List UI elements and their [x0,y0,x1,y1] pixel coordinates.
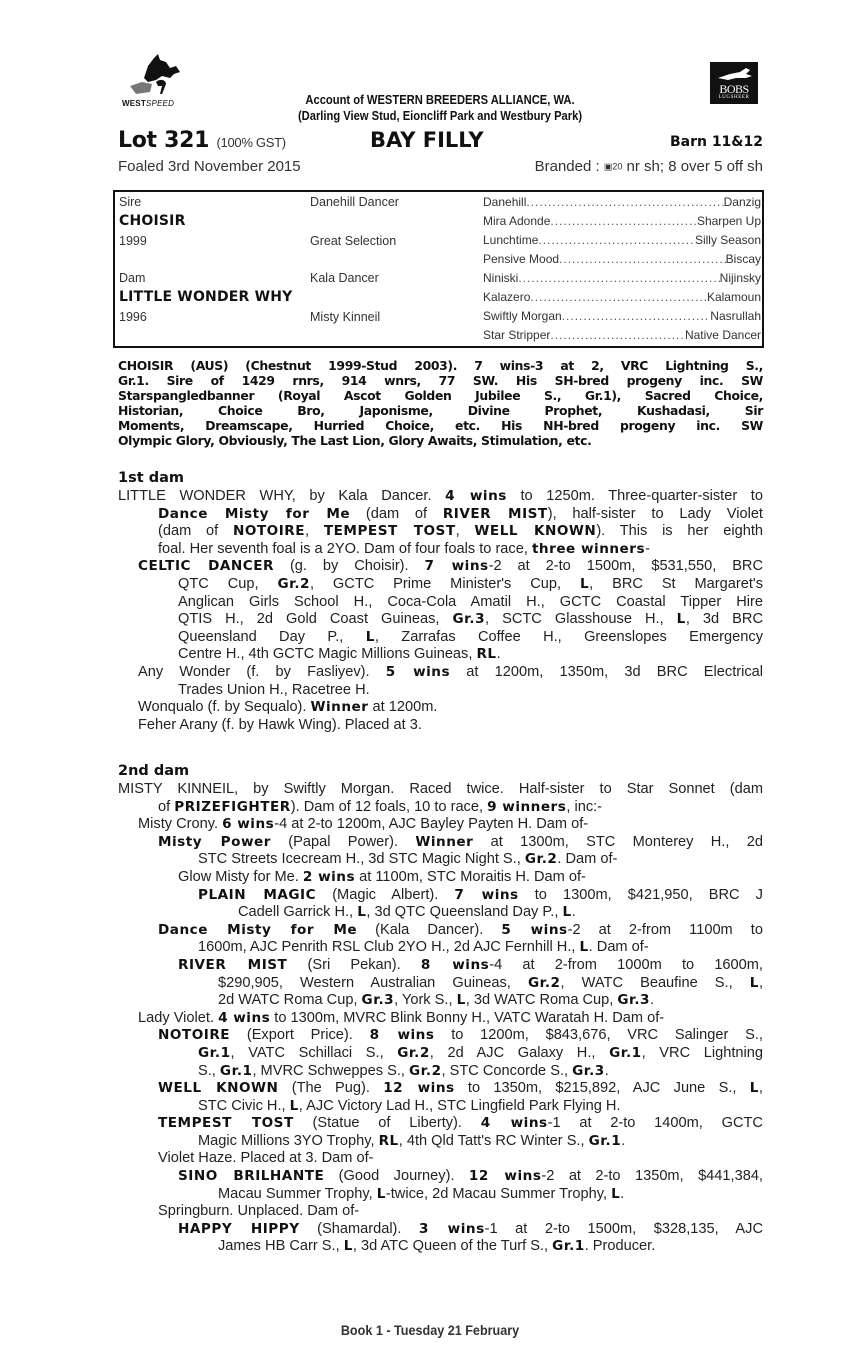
dam-dam: Misty Kinneil [310,310,381,324]
horse-rider-icon [122,52,188,96]
text-line: LITTLE WONDER WHY, by Kala Dancer. 4 wins to 1250m. Three-quarter-sister to [118,488,763,504]
third-gen-row: Lunchtime ..... Silly Season [483,233,761,247]
lot-description: BAY FILLY [370,128,484,152]
branded-info: Branded : ▣20 nr sh; 8 over 5 off sh [534,158,763,175]
westspeed-logo [122,52,188,108]
lot-barn: Barn 11&12 [669,134,763,150]
text-line: Dance Misty for Me (Kala Dancer). 5 wins-2 at 2-from 1100m to [158,921,763,938]
text-line: S., Gr.1, MVRC Schweppes S., Gr.2, STC Concorde S., Gr.3. [198,1062,609,1079]
second-dam-body [118,781,763,1256]
text-line: RIVER MIST (Sri Pekan). 8 wins-4 at 2-from 1000m to 1600m, [178,956,763,973]
third-gen-row: Swiftly Morgan ..... Nasrullah [483,309,761,323]
text-line: Trades Union H., Racetree H. [178,681,370,698]
text-line: 2d WATC Roma Cup, Gr.3, York S., L, 3d WATC Roma Cup, Gr.3. [218,992,654,1009]
dam-sire: Kala Dancer [310,271,379,285]
text-line: (dam of NOTOIRE, TEMPEST TOST, WELL KNOWN). This is her eighth [158,523,763,540]
text-line: NOTOIRE (Export Price). 8 wins to 1200m, $843,676, VRC Salinger S., [158,1027,763,1044]
text-line: Lady Violet. 4 wins to 1300m, MVRC Blink Bonny H., VATC Waratah H. Dam of- [138,1009,665,1026]
brand-mark: ▣20 [603,161,623,172]
text-line: Macau Summer Trophy, L-twice, 2d Macau Summer Trophy, L. [218,1185,625,1202]
sire-summary: CHOISIR (AUS) (Chestnut 1999-Stud 2003). 7 wins-3 at 2, VRC Lightning S., Gr.1. Sire of 1429 rnrs, 914 wnrs, 77 SW. His SH-bred progeny inc. SW Starspangledbanner (Royal Ascot Golden Jubilee S., Gr.1), Sacred Choice, Historian, Choice Bro, Japonisme, Divine Prophet, Kushadasi, Sir Moments, Dreamscape, Hurried Choice, etc. His NH-bred progeny inc. SW Olympic Glory, Obviously, The Last Lion, Glory Awaits, Stimulation, etc. [118,358,763,448]
text-line: Springburn. Unplaced. Dam of- [158,1203,360,1220]
text-line: Feher Arany (f. by Hawk Wing). Placed at 3. [138,716,422,733]
lot-header [118,128,763,154]
third-gen-row: Danehill ..... Danzig [483,195,761,209]
sire-year: 1999 [119,234,147,248]
text-line: Dance Misty for Me (dam of RIVER MIST), half-sister to Lady Violet [158,505,763,522]
text-line: foal. Her seventh foal is a 2YO. Dam of four foals to race, three winners- [158,540,650,557]
text-line: QTIS H., 2d Gold Coast Guineas, Gr.3, SCTC Glasshouse H., L, 3d BRC [178,611,763,628]
text-line: Centre H., 4th GCTC Magic Millions Guineas, RL. [178,646,501,663]
page-footer: Book 1 - Tuesday 21 February [340,1322,520,1338]
text-line: Misty Crony. 6 wins-4 at 2-to 1200m, AJC Bayley Payten H. Dam of- [138,816,589,833]
text-line: STC Civic H., L, AJC Victory Lad H., STC Lingfield Park Flying H. [198,1097,621,1114]
first-dam-title: 1st dam [118,470,184,486]
text-line: WELL KNOWN (The Pug). 12 wins to 1350m, $215,892, AJC June S., L, [158,1080,763,1097]
lot-number: Lot 321 (100% GST) [118,128,286,153]
westspeed-wordmark: WESTSPEED [122,99,175,108]
vendor-line-1: Account of WESTERN BREEDERS ALLIANCE, WA. [305,92,575,107]
text-line: Wonqualo (f. by Sequalo). Winner at 1200m. [138,699,438,716]
second-dam-title: 2nd dam [118,763,190,779]
bobs-wordmark: BOBS [719,82,749,96]
third-gen-row: Kalazero ..... Kalamoun [483,290,761,304]
text-line: Gr.1, VATC Schillaci S., Gr.2, 2d AJC Galaxy H., Gr.1, VRC Lightning [198,1044,763,1061]
text-line: 1600m, AJC Penrith RSL Club 2YO H., 2d AJC Fernhill H., L. Dam of- [198,939,649,956]
text-line: Violet Haze. Placed at 3. Dam of- [158,1150,374,1167]
pedigree-table [113,190,764,348]
sire-name: CHOISIR [119,213,186,229]
text-line: QTC Cup, Gr.2, GCTC Prime Minister's Cup, L, BRC St Margaret's [178,575,763,592]
text-line: HAPPY HIPPY (Shamardal). 3 wins-1 at 2-to 1500m, $328,135, AJC [178,1220,763,1237]
bobs-logo [710,62,758,104]
text-line: MISTY KINNEIL, by Swiftly Morgan. Raced twice. Half-sister to Star Sonnet (dam [118,781,763,797]
bobs-subtitle: LUGSHEER [718,95,750,100]
first-dam-body [118,488,763,734]
text-line: James HB Carr S., L, 3d ATC Queen of the Turf S., Gr.1. Producer. [218,1238,656,1255]
dam-name: LITTLE WONDER WHY [119,289,293,305]
text-line: Magic Millions 3YO Trophy, RL, 4th Qld Tatt's RC Winter S., Gr.1. [198,1132,626,1149]
text-line: TEMPEST TOST (Statue of Liberty). 4 wins-1 at 2-to 1400m, GCTC [158,1115,763,1132]
text-line: Queensland Day P., L, Zarrafas Coffee H., Greenslopes Emergency [178,628,763,645]
third-gen-row: Pensive Mood ..... Biscay [483,252,761,266]
sire-dam: Great Selection [310,234,397,248]
lot-gst: (100% GST) [216,135,286,150]
dam-year: 1996 [119,310,147,324]
text-line: $290,905, Western Australian Guineas, Gr.2, WATC Beaufine S., L, [218,974,763,991]
third-gen-row: Mira Adonde ..... Sharpen Up [483,214,761,228]
bobs-horse-icon [710,64,758,84]
foaled-date: Foaled 3rd November 2015 [118,158,301,175]
sire-sire: Danehill Dancer [310,195,399,209]
text-line: Misty Power (Papal Power). Winner at 1300m, STC Monterey H., 2d [158,833,764,850]
sire-label: Sire [119,195,142,209]
text-line: Any Wonder (f. by Fasliyev). 5 wins at 1200m, 1350m, 3d BRC Electrical [138,663,764,680]
text-line: Glow Misty for Me. 2 wins at 1100m, STC Moraitis H. Dam of- [178,868,586,885]
text-line: Anglican Girls School H., Coca-Cola Amatil H., GCTC Coastal Tipper Hire [178,593,763,610]
text-line: CELTIC DANCER (g. by Choisir). 7 wins-2 at 2-to 1500m, $531,550, BRC [138,558,763,575]
text-line: SINO BRILHANTE (Good Journey). 12 wins-2 at 2-to 1350m, $441,384, [178,1168,763,1185]
third-gen-row: Niniski ..... Nijinsky [483,271,761,285]
dam-label: Dam [119,271,146,285]
text-line: of PRIZEFIGHTER). Dam of 12 foals, 10 to race, 9 winners, inc:- [158,798,603,815]
text-line: PLAIN MAGIC (Magic Albert). 7 wins to 1300m, $421,950, BRC J [198,886,763,903]
text-line: Cadell Garrick H., L, 3d QTC Queensland Day P., L. [238,904,576,921]
third-gen-row: Star Stripper ..... Native Dancer [483,328,761,342]
text-line: STC Streets Icecream H., 3d STC Magic Night S., Gr.2. Dam of- [198,851,618,868]
vendor-line-2: (Darling View Stud, Eioncliff Park and Westbury Park) [297,108,583,123]
